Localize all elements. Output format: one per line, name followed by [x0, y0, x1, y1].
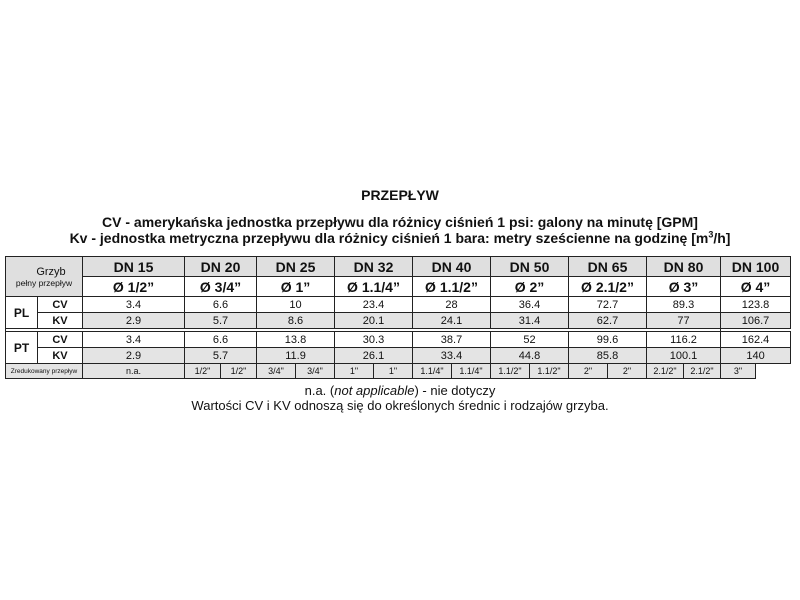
diameter-header: Ø 2” — [491, 277, 569, 297]
value-cell: 30.3 — [335, 332, 413, 348]
table-row-reduced-flow — [6, 364, 791, 379]
dn-header: DN 40 — [413, 257, 491, 277]
value-cell: 6.6 — [185, 297, 257, 313]
diameter-header: Ø 1.1/2” — [413, 277, 491, 297]
group-label-pt: PT — [6, 332, 38, 364]
value-cell: 62.7 — [569, 313, 647, 329]
reduced-cell: 1.1/2" — [530, 364, 569, 379]
note-not-applicable — [0, 383, 800, 398]
note-na-prefix: n.a. ( — [304, 383, 335, 398]
value-cell: 24.1 — [413, 313, 491, 329]
value-cell: 44.8 — [491, 348, 569, 364]
reduced-cell: 1/2" — [185, 364, 221, 379]
dn-header: DN 80 — [647, 257, 721, 277]
value-cell: 20.1 — [335, 313, 413, 329]
note-values-reference: Wartości CV i KV odnoszą się do określonych średnic i rodzajów grzyba. — [191, 398, 609, 413]
reduced-cell: 1.1/4" — [413, 364, 452, 379]
corner-label-grzyb: Grzyb — [36, 265, 66, 278]
value-cell: 99.6 — [569, 332, 647, 348]
value-cell: 116.2 — [647, 332, 721, 348]
diameter-header: Ø 1.1/4” — [335, 277, 413, 297]
reduced-cell: 2.1/2" — [647, 364, 684, 379]
diameter-header: Ø 3” — [647, 277, 721, 297]
reduced-cell: 2" — [608, 364, 647, 379]
table-row-pl-kv — [6, 313, 791, 329]
value-cell: 8.6 — [257, 313, 335, 329]
note-na-italic: not applicable — [334, 383, 415, 398]
diameter-header: Ø 1” — [257, 277, 335, 297]
value-cell: 106.7 — [721, 313, 791, 329]
value-cell: 3.4 — [83, 297, 185, 313]
dn-header: DN 50 — [491, 257, 569, 277]
value-cell: 140 — [721, 348, 791, 364]
value-cell: 23.4 — [335, 297, 413, 313]
reduced-cell: n.a. — [83, 364, 185, 379]
table-row-pt-cv — [6, 332, 791, 348]
value-cell: 31.4 — [491, 313, 569, 329]
cv-definition: CV - amerykańska jednostka przepływu dla różnicy ciśnień 1 psi: galony na minutę [GPM] — [102, 214, 698, 230]
value-cell: 11.9 — [257, 348, 335, 364]
value-cell: 38.7 — [413, 332, 491, 348]
reduced-cell: 1/2" — [221, 364, 257, 379]
value-cell: 2.9 — [83, 348, 185, 364]
kv-definition — [0, 230, 800, 246]
row-label-kv: KV — [38, 313, 83, 329]
corner-label-full-flow: pełny przepływ — [15, 277, 73, 288]
value-cell: 28 — [413, 297, 491, 313]
reduced-cell: 3" — [721, 364, 756, 379]
diameter-header: Ø 1/2” — [83, 277, 185, 297]
value-cell: 33.4 — [413, 348, 491, 364]
dn-header: DN 15 — [83, 257, 185, 277]
value-cell: 5.7 — [185, 313, 257, 329]
diameter-header: Ø 2.1/2” — [569, 277, 647, 297]
flow-table — [5, 256, 791, 379]
group-label-pl: PL — [6, 297, 38, 329]
kv-definition-unit-end: /h] — [713, 230, 731, 246]
reduced-cell: 1" — [374, 364, 413, 379]
value-cell: 13.8 — [257, 332, 335, 348]
diameter-header: Ø 4” — [721, 277, 791, 297]
reduced-cell: 2" — [569, 364, 608, 379]
kv-definition-text: Kv - jednostka metryczna przepływu dla różnicy ciśnień 1 bara: metry sześcienne na godzinę [m — [69, 230, 709, 246]
value-cell: 72.7 — [569, 297, 647, 313]
dn-header: DN 65 — [569, 257, 647, 277]
row-label-cv: CV — [38, 297, 83, 313]
row-label-cv: CV — [38, 332, 83, 348]
table-row-pt-kv — [6, 348, 791, 364]
reduced-cell: 1.1/4" — [452, 364, 491, 379]
dn-header: DN 32 — [335, 257, 413, 277]
value-cell: 5.7 — [185, 348, 257, 364]
reduced-cell: 1.1/2" — [491, 364, 530, 379]
note-na-suffix: ) - nie dotyczy — [414, 383, 496, 398]
value-cell: 2.9 — [83, 313, 185, 329]
diameter-header-row — [6, 277, 791, 297]
dn-header: DN 100 — [721, 257, 791, 277]
reduced-cell: 2.1/2" — [684, 364, 721, 379]
kv-definition-superscript: 3 — [708, 229, 714, 240]
reduced-cell: 3/4" — [257, 364, 296, 379]
reduced-cell: 1" — [335, 364, 374, 379]
value-cell: 3.4 — [83, 332, 185, 348]
reduced-cell: 3/4" — [296, 364, 335, 379]
row-label-reduced-flow: Zredukowany przepływ — [6, 364, 83, 379]
value-cell: 123.8 — [721, 297, 791, 313]
table-row-pl-cv — [6, 297, 791, 313]
value-cell: 26.1 — [335, 348, 413, 364]
value-cell: 162.4 — [721, 332, 791, 348]
row-label-kv: KV — [38, 348, 83, 364]
dn-header: DN 25 — [257, 257, 335, 277]
table-corner-label — [6, 257, 83, 297]
value-cell: 85.8 — [569, 348, 647, 364]
dn-header: DN 20 — [185, 257, 257, 277]
value-cell: 52 — [491, 332, 569, 348]
value-cell: 100.1 — [647, 348, 721, 364]
dn-header-row — [6, 257, 791, 277]
value-cell: 77 — [647, 313, 721, 329]
value-cell: 6.6 — [185, 332, 257, 348]
value-cell: 89.3 — [647, 297, 721, 313]
page-title: PRZEPŁYW — [361, 187, 439, 203]
diameter-header: Ø 3/4” — [185, 277, 257, 297]
value-cell: 10 — [257, 297, 335, 313]
value-cell: 36.4 — [491, 297, 569, 313]
